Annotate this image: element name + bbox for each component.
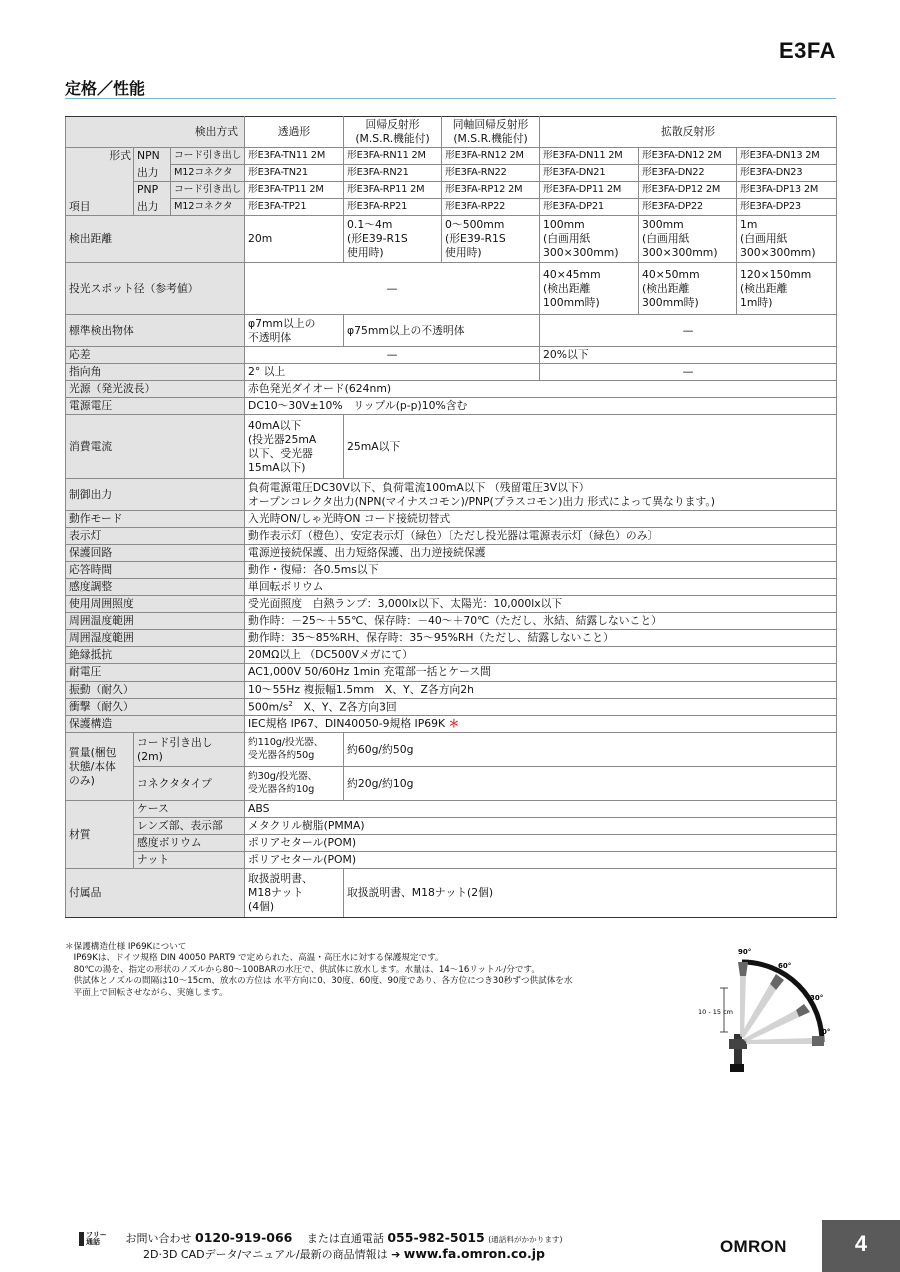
row-value: 単回転ボリウム [245,579,837,596]
row-value: AC1,000V 50/60Hz 1min 充電部一括とケース間 [245,664,837,681]
row-label: 保護回路 [66,545,245,562]
row-label-control-output: 制御出力 [66,479,245,511]
title-rule [65,98,836,99]
model-cell: 形E3FA-DN23 [737,165,837,182]
model-cell: 形E3FA-TP11 2M [245,182,344,199]
row-label-voltage: 電源電圧 [66,398,245,415]
row-label: 振動（耐久） [66,681,245,698]
current-through: 40mA以下 (投光器25mA 以下、受光器 15mA以下) [245,415,344,479]
row-value: 10～55Hz 複振幅1.5mm X、Y、Z各方向2h [245,681,837,698]
contact-label: お問い合わせ [125,1232,192,1245]
material-value: ポリアセタール(POM) [245,835,837,852]
row-label-directivity: 指向角 [66,364,245,381]
row-value: 動作表示灯（橙色）、安定表示灯（緑色）〔ただし投光器は電源表示灯（緑色）のみ〕 [245,528,837,545]
row-label: 動作モード [66,511,245,528]
material-value: ポリアセタール(POM) [245,852,837,869]
note-line: 供試体とノズルの間隔は10～15cm、放水の方位は 水平方向に0、30度、60度、90度であり、各方位につき30秒ずつ供試体を水 [65,976,573,987]
weight-connector-other: 約20g/約10g [344,767,837,801]
direct-label: または直通電話 [295,1232,384,1245]
pnp-connector-label: M12コネクタ [171,199,245,216]
spec-table [65,116,837,918]
spot-diffuse-2: 40×50mm (検出距離 300mm時) [639,263,737,315]
row-label-spot: 投光スポット径（参考値） [66,263,245,315]
figure-angle-label: 30° [810,994,824,1002]
row-label-weight: 質量(梱包 状態/本体 のみ) [66,733,134,801]
spot-diffuse-3: 120×150mm (検出距離 1m時) [737,263,837,315]
row-value: 動作時：35～85%RH、保存時：35～95%RH（ただし、結露しないこと） [245,630,837,647]
model-name: E3FA [778,38,836,63]
note-line: 平面上で回転させながら、実施します。 [65,987,228,998]
npn-connector-label: M12コネクタ [171,165,245,182]
type-label-blank [66,182,134,199]
note-line: IP69Kは、ドイツ規格 DIN 40050 PART9 で定められた、高温・高圧水に対する保護規定です。 [65,953,444,964]
accessories-through: 取扱説明書、 M18ナット (4個) [245,869,344,918]
footer-contact [79,1230,563,1246]
model-cell: 形E3FA-RP11 2M [344,182,442,199]
material-part: ケース [134,801,245,818]
pnp-output-label: 出力 [134,199,171,216]
row-label-std-object: 標準検出物体 [66,315,245,347]
direct-number: 055-982-5015 [387,1230,485,1245]
row-value: 動作・復帰：各0.5ms以下 [245,562,837,579]
distance-through: 20m [245,216,344,263]
npn-output-label: 出力 [134,165,171,182]
row-label-shock: 衝撃（耐久） [66,698,245,716]
model-cell: 形E3FA-RP12 2M [442,182,540,199]
header-retro: 回帰反射形 (M.S.R.機能付) [344,117,442,148]
freecall-icon: フリー 通話 [79,1232,118,1246]
voltage-value: DC10～30V±10% リップル(p-p)10%含む [245,398,837,415]
model-cell: 形E3FA-DN13 2M [737,148,837,165]
ip69k-note [65,942,705,999]
row-label: 表示灯 [66,528,245,545]
spot-dash: — [245,263,540,315]
hysteresis-diffuse: 20%以下 [540,347,837,364]
distance-retro: 0.1～4m (形E39-R1S 使用時) [344,216,442,263]
shock-value: $500m/s^2$ X、Y、Z各方向3回 [245,698,837,716]
row-label-material: 材質 [66,801,134,869]
model-cell: 形E3FA-DP13 2M [737,182,837,199]
row-label: 耐電圧 [66,664,245,681]
header-through-beam: 透過形 [245,117,344,148]
row-value: 20MΩ以上 （DC500Vメガにて） [245,647,837,664]
model-cell: 形E3FA-RN12 2M [442,148,540,165]
row-label: 絶縁抵抗 [66,647,245,664]
web-label: 2D·3D CADデータ/マニュアル/最新の商品情報は ➔ [143,1248,404,1261]
row-label: 周囲湿度範囲 [66,630,245,647]
model-cell: 形E3FA-TP21 [245,199,344,216]
header-diffuse: 拡散反射形 [540,117,837,148]
row-label-hysteresis: 応差 [66,347,245,364]
figure-angle-label: 90° [738,948,752,956]
pnp-cord-label: コード引き出し [171,182,245,199]
item-label: 項目 [66,199,134,216]
std-object-diffuse: — [540,315,837,347]
row-value: 入光時ON/しゃ光時ON コード接続切替式 [245,511,837,528]
row-label-current: 消費電流 [66,415,245,479]
model-cell: 形E3FA-DP12 2M [639,182,737,199]
row-label-protection: 保護構造 [66,716,245,733]
distance-coax: 0～500mm (形E39-R1S 使用時) [442,216,540,263]
spot-diffuse-1: 40×45mm (検出距離 100mm時) [540,263,639,315]
row-label-distance: 検出距離 [66,216,245,263]
row-label: 周囲温度範囲 [66,613,245,630]
material-value: メタクリル樹脂(PMMA) [245,818,837,835]
weight-connector-label: コネクタタイプ [134,767,245,801]
material-part: ナット [134,852,245,869]
current-other: 25mA以下 [344,415,837,479]
fee-note: (通話料がかかります) [488,1235,563,1244]
model-cell: 形E3FA-DP11 2M [540,182,639,199]
header-coax: 同軸回帰反射形 (M.S.R.機能付) [442,117,540,148]
footer-web [143,1246,545,1262]
row-value: 電源逆接続保護、出力短絡保護、出力逆接続保護 [245,545,837,562]
row-value: 受光面照度 白熱ランプ：3,000lx以下、太陽光：10,000lx以下 [245,596,837,613]
std-object-retro: φ75mm以上の不透明体 [344,315,540,347]
asterisk-mark: ＊ [448,717,460,731]
ip69k-test-figure [696,944,836,1072]
light-source-value: 赤色発光ダイオード(624nm) [245,381,837,398]
weight-cord-other: 約60g/約50g [344,733,837,767]
npn-cord-label: コード引き出し [171,148,245,165]
note-line: 80℃の湯を、指定の形状のノズルから80～100BARの水圧で、供試体に放水します。水量は、14～16リットル/分です。 [65,964,540,975]
model-cell: 形E3FA-RN21 [344,165,442,182]
material-value: ABS [245,801,837,818]
weight-connector-through: 約30g/投光器、 受光器各約10g [245,767,344,801]
row-label: 感度調整 [66,579,245,596]
figure-distance-label: 10 - 15 cm [698,1008,733,1016]
note-line: ＊保護構造仕様 IP69Kについて [65,942,187,952]
material-part: 感度ボリウム [134,835,245,852]
model-cell: 形E3FA-DP23 [737,199,837,216]
section-title: 定格／性能 [65,79,146,98]
directivity-value: 2° 以上 [245,364,540,381]
row-label: 応答時間 [66,562,245,579]
model-cell: 形E3FA-DP22 [639,199,737,216]
directivity-diffuse: — [540,364,837,381]
accessories-other: 取扱説明書、M18ナット(2個) [344,869,837,918]
distance-diffuse-2: 300mm (白画用紙 300×300mm) [639,216,737,263]
model-cell: 形E3FA-DN11 2M [540,148,639,165]
weight-cord-through: 約110g/投光器、 受光器各約50g [245,733,344,767]
type-label-blank [66,165,134,182]
distance-diffuse-1: 100mm (白画用紙 300×300mm) [540,216,639,263]
control-output-value: 負荷電源電圧DC30V以下、負荷電流100mA以下 （残留電圧3V以下） オープンコレクタ出力(NPN(マイナスコモン)/PNP(プラスコモン)出力 形式によって異なります。) [245,479,837,511]
weight-cord-label: コード引き出し (2m) [134,733,245,767]
model-cell: 形E3FA-TN21 [245,165,344,182]
web-url-link[interactable]: www.fa.omron.co.jp [403,1246,546,1261]
figure-angle-label: 0° [822,1028,831,1036]
model-cell: 形E3FA-TN11 2M [245,148,344,165]
page-number: 4 [822,1220,900,1272]
omron-logo: OMRON [720,1237,787,1256]
model-cell: 形E3FA-DP21 [540,199,639,216]
model-cell: 形E3FA-RP21 [344,199,442,216]
type-label: 形式 [66,148,134,165]
model-cell: 形E3FA-RP22 [442,199,540,216]
row-label: 使用周囲照度 [66,596,245,613]
material-part: レンズ部、表示部 [134,818,245,835]
row-label-light-source: 光源（発光波長） [66,381,245,398]
model-cell: 形E3FA-RN22 [442,165,540,182]
distance-diffuse-3: 1m (白画用紙 300×300mm) [737,216,837,263]
protection-value: IEC規格 IP67、DIN40050-9規格 IP69K ＊ [245,716,837,733]
model-cell: 形E3FA-DN22 [639,165,737,182]
header-detection-method: 検出方式 [66,117,245,148]
free-number: 0120-919-066 [195,1230,293,1245]
row-value: 動作時：－25～＋55℃、保存時：－40～＋70℃（ただし、氷結、結露しないこと） [245,613,837,630]
std-object-through: φ7mm以上の 不透明体 [245,315,344,347]
model-cell: 形E3FA-RN11 2M [344,148,442,165]
model-cell: 形E3FA-DN21 [540,165,639,182]
npn-label: NPN [134,148,171,165]
model-cell: 形E3FA-DN12 2M [639,148,737,165]
figure-angle-label: 60° [778,962,792,970]
row-label-accessories: 付属品 [66,869,245,918]
pnp-label: PNP [134,182,171,199]
hysteresis-dash: — [245,347,540,364]
